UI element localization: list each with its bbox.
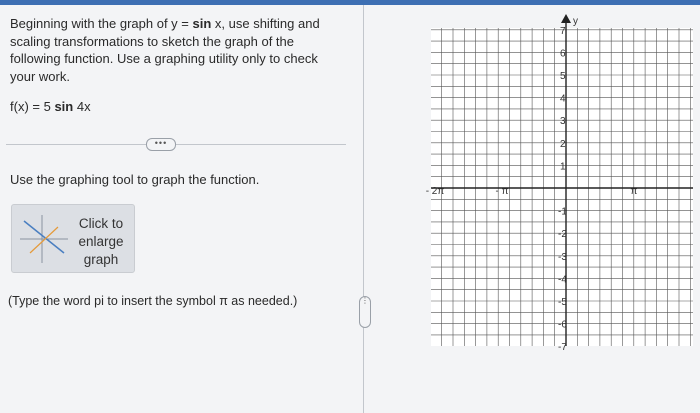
expand-more-button[interactable]: ••• — [146, 138, 176, 151]
problem-sin-bold: sin — [192, 16, 212, 31]
tick-label: 1 — [560, 161, 566, 173]
tick-label: -4 — [558, 274, 567, 286]
tick-label: 3 — [560, 116, 566, 128]
tick-label: -1 — [558, 206, 567, 218]
function-suffix: 4x — [73, 99, 91, 114]
panel-resize-handle[interactable]: ⋮ — [359, 296, 371, 328]
tick-label: - 2π — [425, 186, 445, 197]
tick-label: 7 — [560, 25, 566, 37]
tick-label: π — [630, 186, 638, 197]
tick-label: -6 — [558, 319, 567, 331]
tick-label: 6 — [560, 48, 566, 60]
problem-text-part: Beginning with the graph of y = — [10, 16, 193, 31]
enlarge-label-line: Click to — [78, 216, 124, 231]
instruction-text: Use the graphing tool to graph the function. — [10, 172, 260, 187]
tick-label: 5 — [560, 71, 566, 82]
tick-label: 4 — [560, 93, 566, 105]
pi-note: (Type the word pi to insert the symbol π as needed.) — [8, 294, 298, 308]
tick-label: - π — [495, 186, 509, 197]
y-axis-arrow-icon — [561, 14, 571, 23]
tick-label: 2 — [560, 138, 566, 150]
tick-label: -7 — [558, 342, 567, 354]
tick-label: -5 — [558, 297, 567, 308]
enlarge-label-line: graph — [83, 252, 119, 267]
tick-label: -3 — [558, 251, 567, 263]
problem-text-part: x, use shifting and scaling transformations to sketch the graph of the following function. Use a graphing utility only to check your work. — [10, 16, 320, 84]
enlarge-label-line: enlarge — [78, 234, 124, 249]
function-sin-bold: sin — [54, 99, 74, 114]
function-prefix: f(x) = 5 — [10, 99, 55, 114]
y-axis-label: y — [573, 16, 578, 27]
tick-label: -2 — [558, 229, 567, 241]
